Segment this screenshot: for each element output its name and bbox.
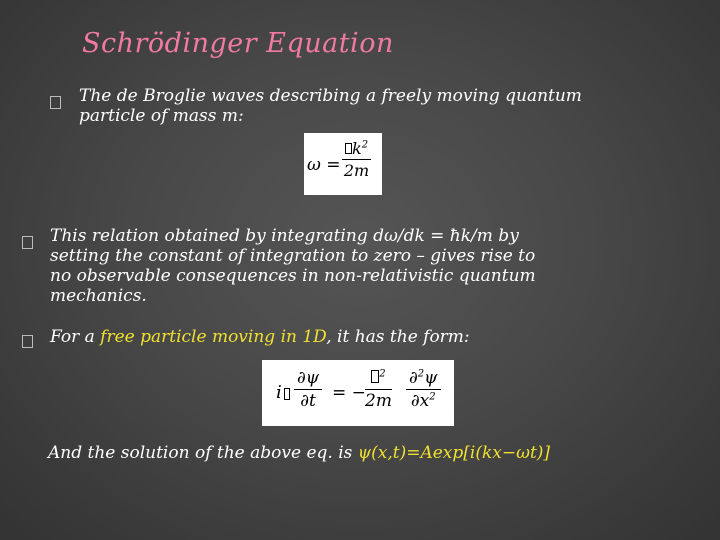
solution-highlight: ψ(x,t)=Aexp[i(kx−ωt)] [357, 443, 551, 463]
eq2-rhs-fraction-1: $\frac{^2}{2m}$ [365, 368, 392, 411]
bullet-1-line-2: particle of mass m: [79, 106, 244, 126]
bullet-box-icon [50, 96, 61, 109]
hbar-placeholder-icon [284, 388, 290, 400]
eq2-rhs-fraction-2: $\frac{\partial^2\psi}{\partial x^2}$ [406, 368, 441, 411]
bullet-box-icon [22, 236, 33, 249]
conclusion-text: And the solution of the above eq. is ψ(x,t)=Aexp[i(kx−ωt)] [48, 443, 551, 463]
equation-dispersion-image [304, 133, 382, 195]
bullet-2-text: This relation obtained by integrating dω/dk = ħk/m by setting the constant of integration to zero – gives rise to no observable consequences in non-relativistic quantum mechanics. [50, 226, 536, 306]
eq1-fraction: $\frac{k^2}{2m}$ [343, 139, 370, 180]
eq2-lhs-fraction: $\frac{\partial\psi}{\partial t}$ [294, 368, 322, 411]
bullet-1-text [79, 86, 582, 126]
eq1-lhs: ω = [307, 155, 341, 175]
highlight-free-particle: free particle moving in 1D [100, 327, 327, 347]
bullet-1-line-1: The de Broglie waves describing a freely moving quantum [79, 86, 582, 106]
hbar-placeholder-icon [345, 143, 352, 154]
equation-schrodinger-image: i $\frac{\partial\psi}{\partial t}$ = − $\frac{^2}{2m}$ $\frac{\partial^2\psi}{\partial x^2}$ [262, 360, 454, 426]
slide-title: Schrödinger Equation [82, 28, 394, 59]
bullet-3-text: For a free particle moving in 1D, it has the form: [50, 327, 470, 347]
bullet-box-icon [22, 335, 33, 348]
